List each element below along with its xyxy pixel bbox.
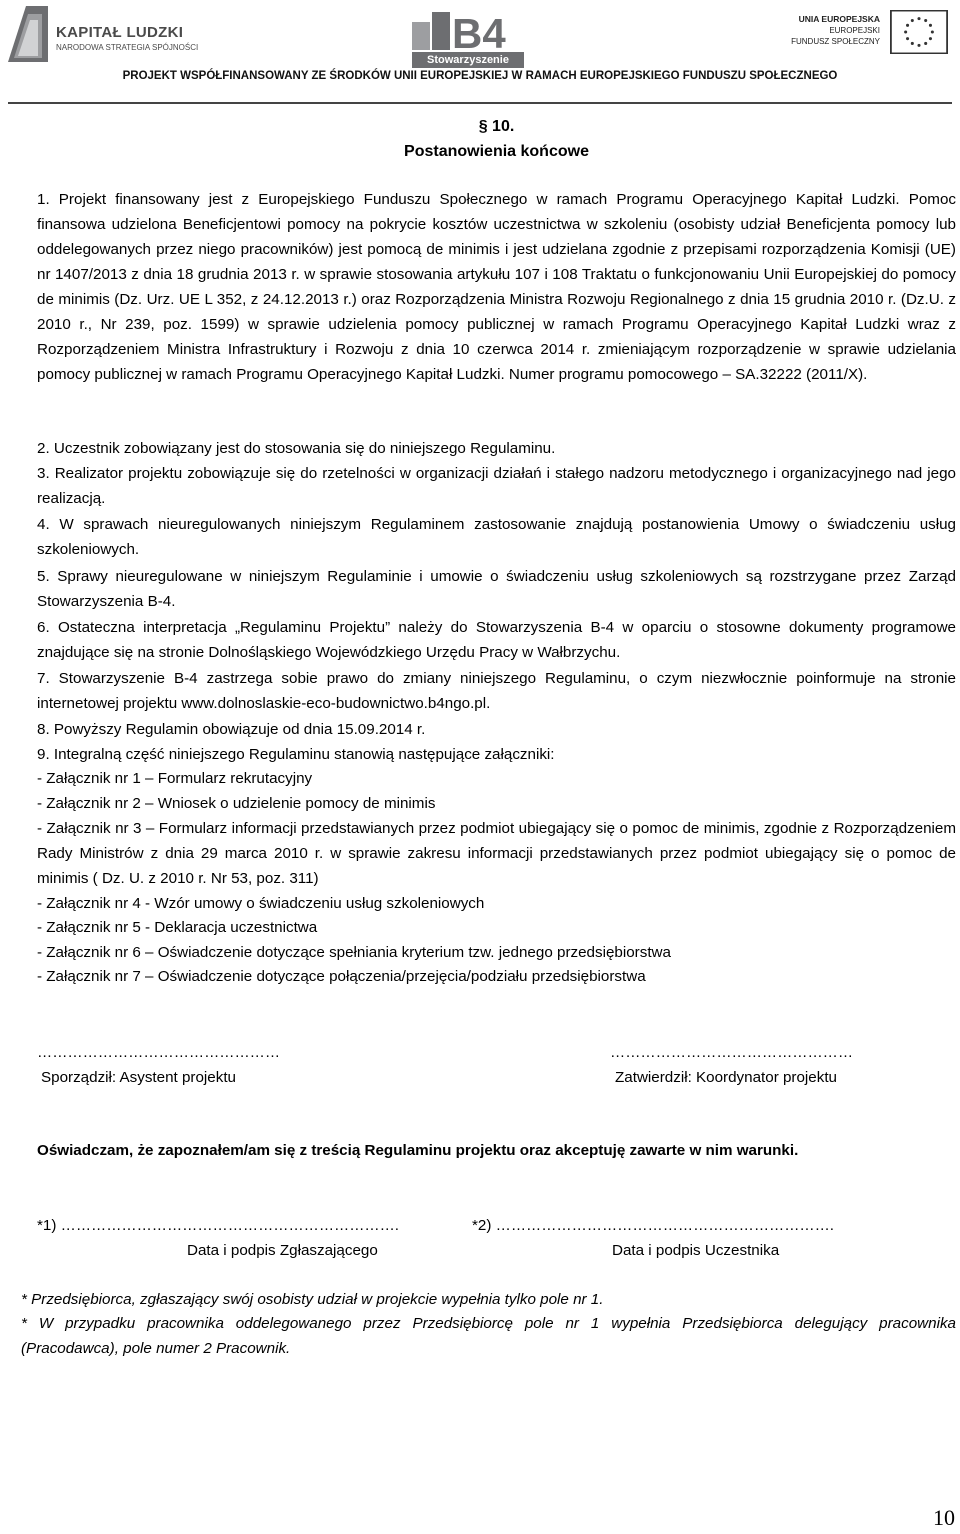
paragraph-5: 5. Sprawy nieuregulowane w niniejszym Regulaminie i umowie o świadczeniu usług szkoleniowych są rozstrzygane przez Zarząd Stowarzyszenia B-4. bbox=[37, 568, 956, 610]
section-number: § 10. bbox=[478, 118, 515, 135]
b4-logo bbox=[412, 8, 530, 68]
paragraph-3: 3. Realizator projektu zobowiązuje się do rzetelności w organizacji działań i stałego nadzoru metodycznego i organizacyjnego nad jego realizacją. bbox=[37, 465, 956, 507]
attachment-3: - Załącznik nr 3 – Formularz informacji przedstawianych przez podmiot ubiegający się o pomoc de minimis, zgodnie z Rozporządzeniem Rady Ministrów z dnia 29 marca 2010 r. w sprawie zakresu informacji przedstawianych przez podmiot ubiegający się o pomoc de minimis ( Dz. U. z 2010 r. Nr 53, poz. 311) bbox=[37, 820, 956, 887]
kapital-ludzki-subtitle: NARODOWA STRATEGIA SPÓJNOŚCI bbox=[56, 43, 199, 52]
section-title: Postanowienia końcowe bbox=[404, 143, 589, 160]
attachment-2: - Załącznik nr 2 – Wniosek o udzielenie pomocy de minimis bbox=[37, 795, 436, 812]
consent-field-1: *1) …………………………………………………………. bbox=[37, 1217, 399, 1234]
signature-line-left: ………………………………………… bbox=[37, 1044, 280, 1061]
attachment-6: - Załącznik nr 6 – Oświadczenie dotyczące spełniania kryterium tzw. jednego przedsiębiorstwa bbox=[37, 944, 671, 961]
paragraph-9: 9. Integralną część niniejszego Regulaminu stanowią następujące załączniki: bbox=[37, 746, 555, 763]
declaration-text: Oświadczam, że zapoznałem/am się z treścią Regulaminu projektu oraz akceptuję zawarte w nim warunki. bbox=[37, 1142, 799, 1159]
attachment-1: - Załącznik nr 1 – Formularz rekrutacyjny bbox=[37, 770, 313, 787]
attachment-7: - Załącznik nr 7 – Oświadczenie dotyczące połączenia/przejęcia/podziału przedsiębiorstwa bbox=[37, 968, 646, 985]
paragraph-7: 7. Stowarzyszenie B-4 zastrzega sobie prawo do zmiany niniejszego Regulaminu, o czym niezwłocznie poinformuje na stronie internetowej projektu www.dolnoslaskie-eco-budownictwo.b4ngo.pl. bbox=[37, 670, 956, 712]
header-divider bbox=[8, 102, 952, 104]
consent-field-2: *2) …………………………………………………………. bbox=[472, 1217, 834, 1234]
eu-logo bbox=[790, 10, 948, 58]
signature-line-right: ………………………………………… bbox=[610, 1044, 853, 1061]
paragraph-4: 4. W sprawach nieuregulowanych niniejszym Regulaminem zastosowanie znajdują postanowienia Umowy o świadczeniu usług szkoleniowych. bbox=[37, 516, 956, 558]
eu-flag-icon bbox=[890, 10, 948, 54]
page-number: 10 bbox=[933, 1505, 955, 1530]
consent-label-1: Data i podpis Zgłaszającego bbox=[187, 1242, 378, 1259]
kapital-ludzki-logo bbox=[8, 6, 198, 62]
eu-line-3: FUNDUSZ SPOŁECZNY bbox=[791, 37, 880, 46]
project-cofinancing-line: PROJEKT WSPÓŁFINANSOWANY ZE ŚRODKÓW UNII EUROPEJSKIEJ W RAMACH EUROPEJSKIEGO FUNDUSZU SPOŁECZNEGO bbox=[122, 70, 838, 82]
eu-text bbox=[791, 14, 880, 47]
paragraph-8: 8. Powyższy Regulamin obowiązuje od dnia 15.09.2014 r. bbox=[37, 721, 426, 738]
signature-label-left: Sporządził: Asystent projektu bbox=[41, 1069, 237, 1086]
eu-line-2: EUROPEJSKI bbox=[829, 26, 880, 35]
b4-mark-icon bbox=[412, 8, 524, 52]
attachment-5: - Załącznik nr 5 - Deklaracja uczestnictwa bbox=[37, 919, 318, 936]
footnote-1: * Przedsiębiorca, zgłaszający swój osobisty udział w projekcie wypełnia tylko pole nr 1. bbox=[21, 1291, 604, 1308]
paragraph-1: 1. Projekt finansowany jest z Europejskiego Funduszu Społecznego w ramach Programu Operacyjnego Kapitał Ludzki. Pomoc finansowa udzielona Beneficjentowi pomocy na pokrycie kosztów uczestnictwa w szkoleniu (osobisty udział Beneficjenta pomocy lub oddelegowanych przez niego pracowników) jest pomocą de minimis i jest udzielana zgodnie z przepisami rozporządzenia Komisji (UE) nr 1407/2013 z dnia 18 grudnia 2013 r. w sprawie stosowania artykułu 107 i 108 Traktatu o funkcjonowaniu Unii Europejskiej do pomocy de minimis (Dz. Urz. UE L 352, z 24.12.2013 r.) oraz Rozporządzenia Ministra Rozwoju Regionalnego z dnia 15 grudnia 2010 r. (Dz.U. z 2010 r., Nr 239, poz. 1599) w sprawie udzielenia pomocy publicznej w ramach Programu Operacyjnego Kapitał Ludzki wraz z Rozporządzeniem Ministra Infrastruktury i Rozwoju z dnia 10 czerwca 2014 r. zmieniającym rozporządzenie w sprawie udzielania pomocy publicznej w ramach Programu Operacyjnego Kapitał Ludzki. Numer programu pomocowego – SA.32222 (2011/X). bbox=[37, 191, 956, 383]
attachment-4: - Załącznik nr 4 - Wzór umowy o świadczeniu usług szkoleniowych bbox=[37, 895, 485, 912]
svg-text:B4: B4 bbox=[452, 10, 506, 52]
footnote-2: * W przypadku pracownika oddelegowanego przez Przedsiębiorcę pole nr 1 wypełnia Przedsiębiorca delegujący pracownika (Pracodawca), pole numer 2 Pracownik. bbox=[21, 1315, 956, 1357]
consent-label-2: Data i podpis Uczestnika bbox=[612, 1242, 780, 1259]
paragraph-2: 2. Uczestnik zobowiązany jest do stosowania się do niniejszego Regulaminu. bbox=[37, 440, 556, 457]
kapital-ludzki-emblem-icon bbox=[8, 6, 48, 62]
signature-label-right: Zatwierdził: Koordynator projektu bbox=[615, 1069, 838, 1086]
kapital-ludzki-title: KAPITAŁ LUDZKI bbox=[56, 24, 184, 41]
page-header bbox=[0, 0, 960, 100]
b4-subtitle: Stowarzyszenie bbox=[412, 52, 524, 68]
eu-line-1: UNIA EUROPEJSKA bbox=[798, 14, 880, 24]
paragraph-6: 6. Ostateczna interpretacja „Regulaminu Projektu” należy do Stowarzyszenia B-4 w oparciu o stosowne dokumenty programowe znajdujące się na stronie Dolnośląskiego Wojewódzkiego Urzędu Pracy w Wałbrzychu. bbox=[37, 619, 956, 661]
